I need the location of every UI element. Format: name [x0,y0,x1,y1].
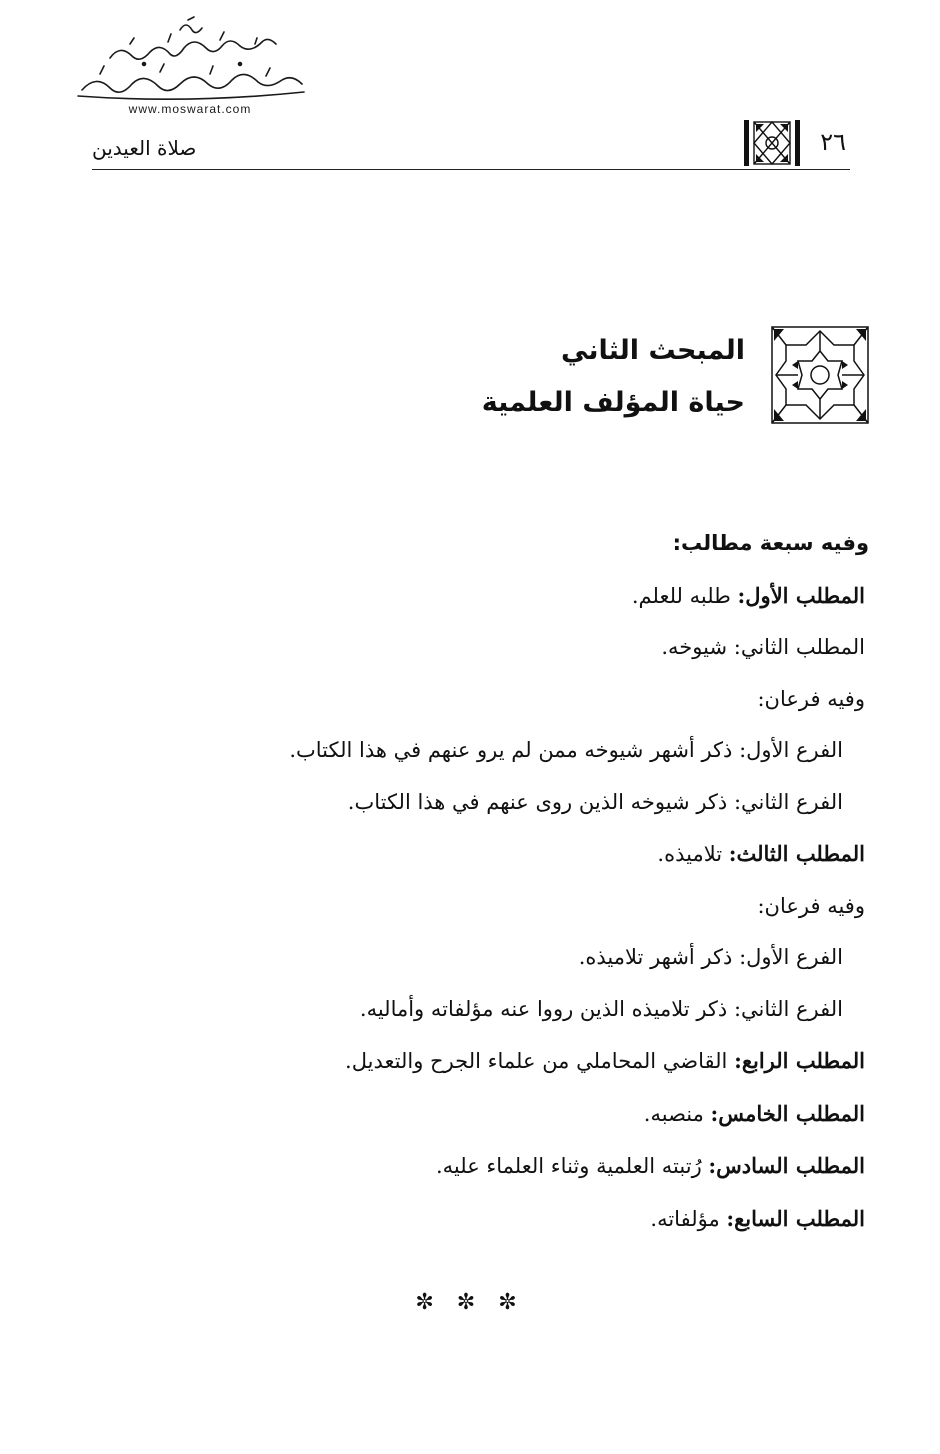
item-label: الفرع الثاني: [733,789,843,814]
item-label: المطلب الرابع: [734,1048,865,1073]
item-label: المطلب الخامس: [710,1100,865,1126]
item-text: القاضي المحاملي من علماء الجرح والتعديل. [345,1049,735,1073]
section-intro: وفيه سبعة مطالب: [672,531,869,555]
item-text: ذكر تلاميذه الذين رووا عنه مؤلفاته وأماليه. [359,996,734,1021]
list-item [105,622,865,674]
chapter-heading [420,325,870,435]
item-label: المطلب الأول: [737,582,865,608]
running-title: صلاة العيدين [92,136,197,160]
list-item [105,984,865,1036]
list-item [105,725,865,777]
item-text: تلاميذه. [657,842,729,866]
item-label: الفرع الأول: [739,945,843,969]
item-text: وفيه فرعان: [757,686,865,711]
list-item [105,1035,865,1088]
item-text: مؤلفاته. [650,1206,727,1231]
item-label: المطلب الثاني: [733,635,865,659]
chapter-titles [482,325,745,429]
list-item [105,881,865,933]
item-text: شيوخه. [661,635,734,659]
table-of-sections [105,518,869,1245]
page-number: ٢٦ [820,128,846,156]
stamp-url: www.moswarat.com [128,102,252,116]
list-item [105,932,865,984]
item-label: المطلب الثالث: [728,841,865,866]
item-text: منصبه. [643,1101,711,1126]
list-item [105,777,865,829]
item-label: الفرع الثاني: [733,996,843,1021]
header-ornament-icon [742,118,802,168]
chapter-subtitle: حياة المؤلف العلمية [481,387,745,418]
item-label: الفرع الأول: [739,738,843,762]
running-header [92,118,850,170]
list-item [105,1140,865,1193]
item-text: ذكر أشهر شيوخه ممن لم يرو عنهم في هذا الكتاب. [289,738,740,762]
item-text: وفيه فرعان: [757,893,865,918]
item-text: طلبه للعلم. [631,583,738,608]
calligraphy-signature-icon [70,14,310,106]
item-text: ذكر أشهر تلاميذه. [578,945,740,969]
section-end-stars: ✼ ✼ ✼ [415,1290,525,1315]
item-label: المطلب السادس: [708,1153,865,1178]
calligraphy-stamp [60,14,320,122]
item-text: ذكر شيوخه الذين روى عنهم في هذا الكتاب. [347,789,734,814]
chapter-title: المبحث الثاني [561,335,745,366]
item-label: المطلب السابع: [726,1205,865,1231]
list-item [105,1088,865,1141]
header-divider [92,169,850,170]
list-item [105,570,865,623]
list-item [105,828,865,881]
item-text: رُتبته العلمية وثناء العلماء عليه. [435,1154,709,1178]
list-item [105,1193,865,1246]
islamic-star-ornament-icon [770,325,870,425]
list-item [105,674,865,726]
